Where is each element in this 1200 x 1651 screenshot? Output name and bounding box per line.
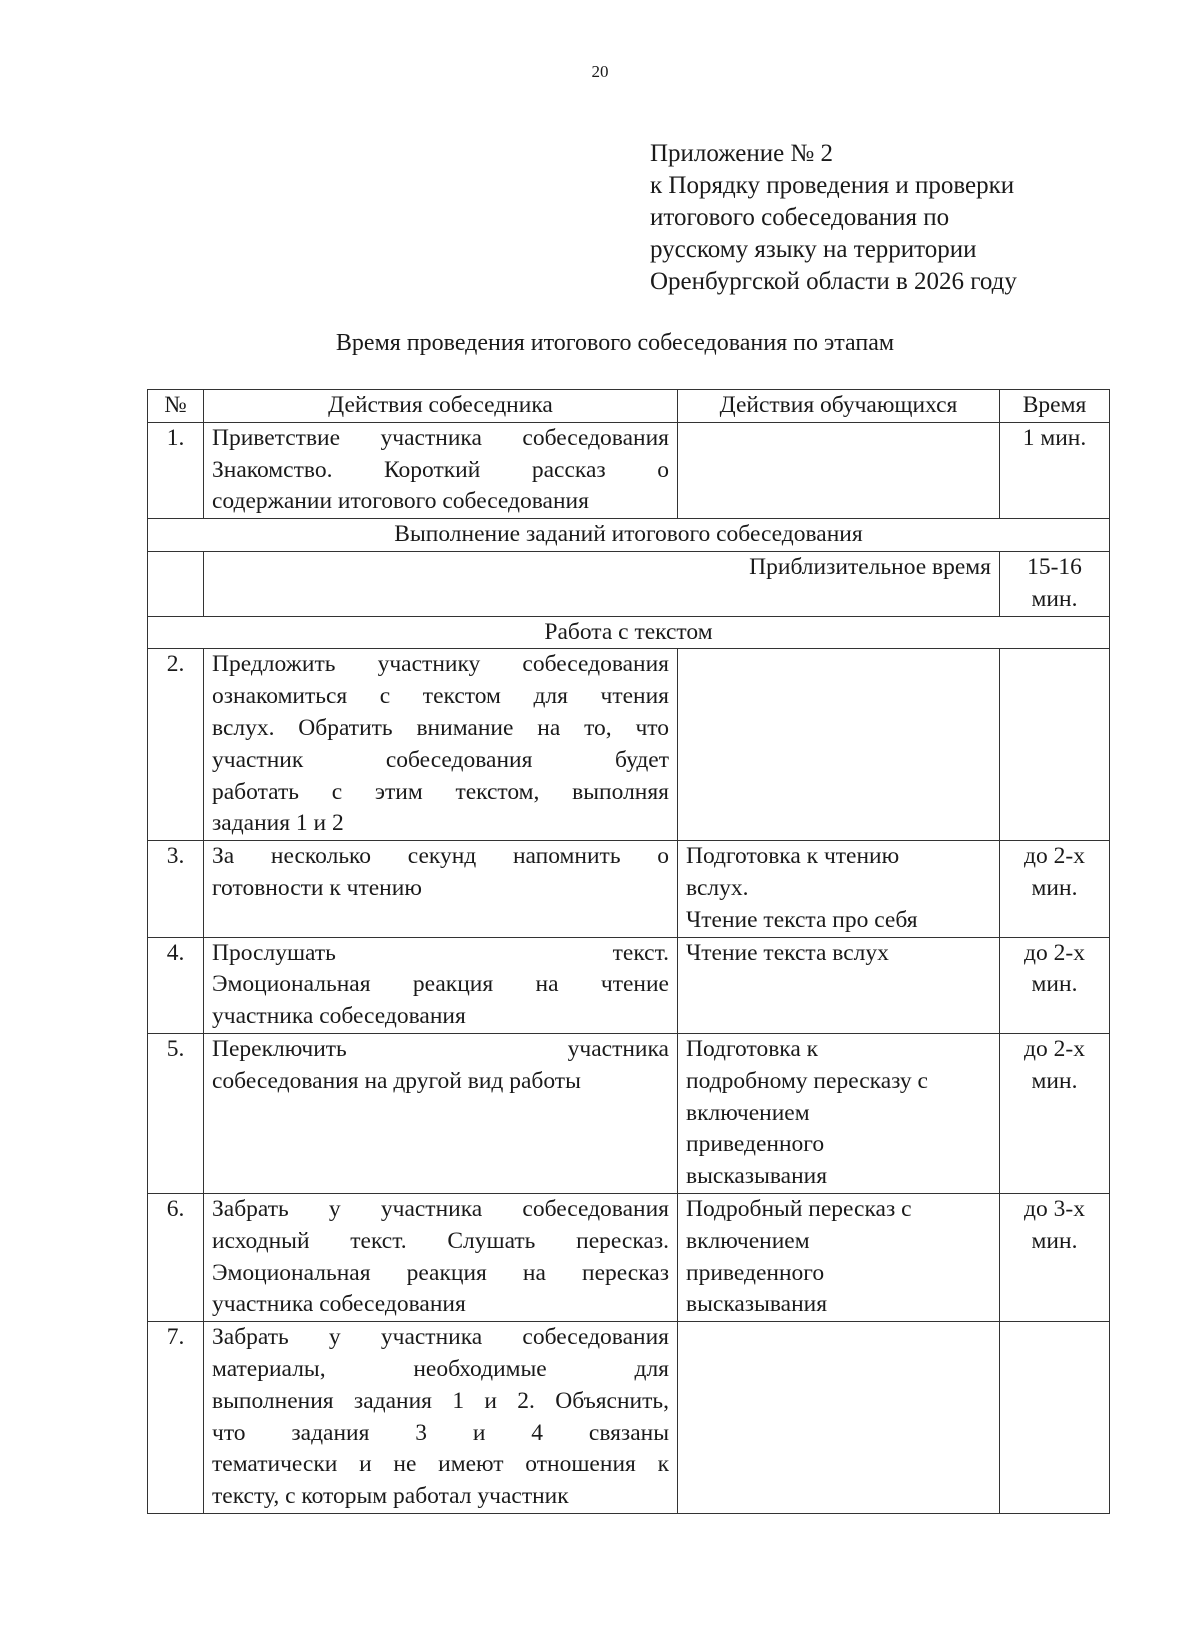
cell-line: до 3-х	[1024, 1195, 1085, 1222]
cell-line: Приветствие участника собеседования	[212, 424, 669, 451]
interviewer-action	[204, 649, 678, 841]
student-action	[678, 422, 1000, 518]
cell-line: мин.	[1031, 1067, 1078, 1094]
header-student-actions: Действия обучающихся	[678, 390, 1000, 423]
cell-line: готовности к чтению	[212, 874, 422, 901]
cell-line: включением	[686, 1099, 810, 1126]
interviewer-action	[204, 1033, 678, 1193]
cell-line: За несколько секунд напомнить о	[212, 843, 669, 870]
interviewer-action	[204, 422, 678, 518]
cell-line: Подготовка к чтению	[686, 843, 900, 870]
time-cell	[1000, 422, 1110, 518]
student-action	[678, 1033, 1000, 1193]
time-line: 15-16	[1027, 553, 1082, 580]
cell-line: материалы, необходимые для	[212, 1355, 669, 1382]
cell-line: Эмоциональная реакция на пересказ	[212, 1259, 669, 1286]
appendix-line: итогового собеседования по	[650, 204, 950, 231]
table-row	[148, 937, 1110, 1033]
time-cell	[1000, 1193, 1110, 1321]
cell-line: что задания 3 и 4 связаны	[212, 1419, 669, 1446]
cell-line: подробному пересказу с	[686, 1067, 928, 1094]
row-number: 7.	[148, 1322, 204, 1514]
cell-line: исходный текст. Слушать пересказ.	[212, 1227, 669, 1254]
cell-line: мин.	[1031, 1227, 1078, 1254]
cell-line: до 2-х	[1024, 939, 1085, 966]
section-row	[148, 519, 1110, 552]
cell-line: Забрать у участника собеседования	[212, 1195, 669, 1222]
cell-line: задания 1 и 2	[212, 810, 344, 837]
cell-line: тематически и не имеют отношения к	[212, 1451, 669, 1478]
section-row	[148, 616, 1110, 649]
cell-line: участник собеседования будет	[212, 746, 669, 773]
appendix-line: к Порядку проведения и проверки	[650, 172, 1015, 199]
cell-line: ознакомиться с текстом для чтения	[212, 683, 669, 710]
row-number: 2.	[148, 649, 204, 841]
appendix-header	[650, 138, 1017, 298]
table-row	[148, 1033, 1110, 1193]
cell-line: приведенного	[686, 1131, 825, 1158]
section-heading: Выполнение заданий итогового собеседования	[148, 519, 1110, 552]
cell-line: Предложить участнику собеседования	[212, 651, 669, 678]
cell-line: выполнения задания 1 и 2. Объяснить,	[212, 1387, 669, 1414]
student-action	[678, 1193, 1000, 1321]
cell-line: Переключить участника	[212, 1035, 669, 1062]
cell-line: тексту, с которым работал участник	[212, 1483, 569, 1510]
approx-time-row	[148, 551, 1110, 616]
student-action	[678, 937, 1000, 1033]
appendix-line: Оренбургской области в 2026 году	[650, 268, 1017, 295]
cell-line: участника собеседования	[212, 1291, 466, 1318]
cell-line: работать с этим текстом, выполняя	[212, 778, 669, 805]
table-row	[148, 841, 1110, 937]
cell-line: вслух.	[686, 874, 749, 901]
table-row	[148, 1193, 1110, 1321]
cell-line: высказывания	[686, 1163, 828, 1190]
cell-line: до 2-х	[1024, 1035, 1085, 1062]
student-action	[678, 841, 1000, 937]
time-cell	[1000, 649, 1110, 841]
table-row	[148, 1322, 1110, 1514]
header-time: Время	[1000, 390, 1110, 423]
table-row	[148, 649, 1110, 841]
cell-line: вслух. Обратить внимание на то, что	[212, 714, 669, 741]
cell-line: Прослушать текст.	[212, 939, 669, 966]
cell-line: включением	[686, 1227, 810, 1254]
header-interviewer-actions: Действия собеседника	[204, 390, 678, 423]
header-number: №	[148, 390, 204, 423]
time-cell	[1000, 1322, 1110, 1514]
cell-line: 1 мин.	[1022, 424, 1087, 451]
empty-cell	[148, 551, 204, 616]
cell-line: Подробный пересказ с	[686, 1195, 912, 1222]
cell-line: мин.	[1031, 874, 1078, 901]
row-number: 3.	[148, 841, 204, 937]
student-action	[678, 649, 1000, 841]
row-number: 5.	[148, 1033, 204, 1193]
appendix-line: Приложение № 2	[650, 140, 834, 167]
cell-line: Знакомство. Короткий рассказ о	[212, 456, 669, 483]
cell-line: собеседования на другой вид работы	[212, 1067, 581, 1094]
time-cell	[1000, 1033, 1110, 1193]
stages-table	[147, 389, 1110, 1514]
interviewer-action	[204, 1193, 678, 1321]
cell-line: мин.	[1031, 971, 1078, 998]
interviewer-action	[204, 937, 678, 1033]
cell-line: содержании итогового собеседования	[212, 488, 589, 515]
appendix-line: русскому языку на территории	[650, 236, 977, 263]
cell-line: Эмоциональная реакция на чтение	[212, 971, 669, 998]
table-header-row	[148, 390, 1110, 423]
row-number: 1.	[148, 422, 204, 518]
document-title: Время проведения итогового собеседования по этапам	[335, 330, 895, 356]
interviewer-action	[204, 841, 678, 937]
approx-time-value	[1000, 551, 1110, 616]
cell-line: до 2-х	[1024, 843, 1085, 870]
section-heading: Работа с текстом	[148, 616, 1110, 649]
row-number: 4.	[148, 937, 204, 1033]
approx-time-label: Приблизительное время	[204, 551, 1000, 616]
cell-line: высказывания	[686, 1291, 828, 1318]
cell-line: Забрать у участника собеседования	[212, 1324, 669, 1351]
time-cell	[1000, 841, 1110, 937]
student-action	[678, 1322, 1000, 1514]
time-cell	[1000, 937, 1110, 1033]
row-number: 6.	[148, 1193, 204, 1321]
cell-line: Подготовка к	[686, 1035, 819, 1062]
interviewer-action	[204, 1322, 678, 1514]
cell-line: участника собеседования	[212, 1003, 466, 1030]
table-row	[148, 422, 1110, 518]
cell-line: Чтение текста про себя	[686, 906, 918, 933]
page-number: 20	[591, 62, 609, 81]
time-line: мин.	[1031, 585, 1078, 612]
cell-line: приведенного	[686, 1259, 825, 1286]
cell-line: Чтение текста вслух	[686, 939, 889, 966]
